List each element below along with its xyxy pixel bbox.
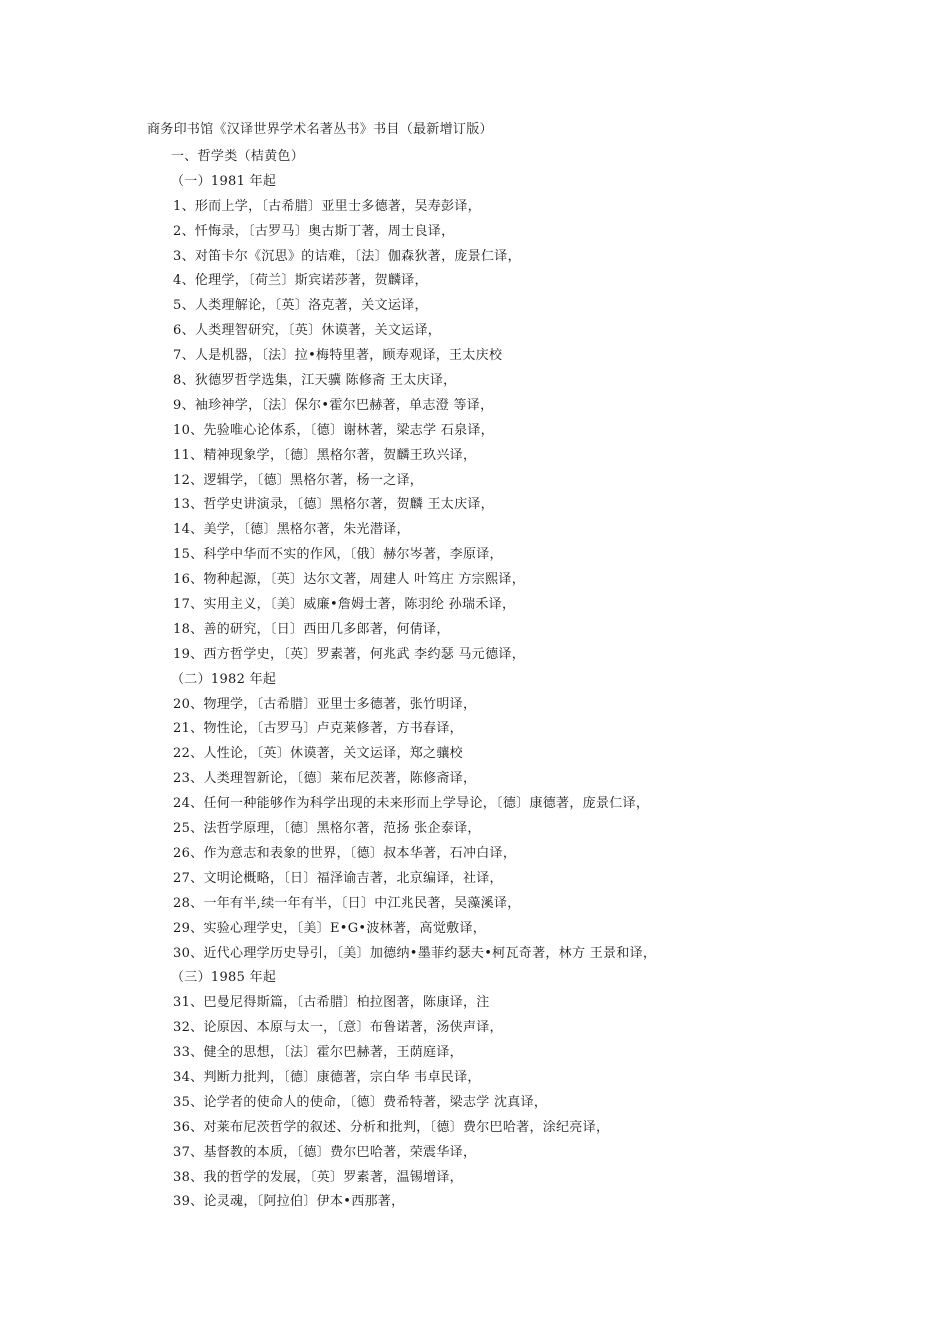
book-entry: 34、判断力批判，〔德〕康德著，宗白华 韦卓民译， xyxy=(173,1069,481,1085)
book-entry: 35、论学者的使命人的使命，〔德〕费希特著，梁志学 沈真译， xyxy=(173,1094,548,1110)
book-entry: 36、对莱布尼茨哲学的叙述、分析和批判，〔德〕费尔巴哈著，涂纪亮译， xyxy=(173,1119,610,1135)
document-title: 商务印书馆《汉译世界学术名著丛书》书目（最新增订版） xyxy=(147,122,493,137)
book-entry: 31、巴曼尼得斯篇，〔古希腊〕柏拉图著，陈康译，注 xyxy=(173,995,490,1011)
book-entry: 20、物理学，〔古希腊〕亚里士多德著，张竹明译， xyxy=(173,696,477,712)
book-entry: 13、哲学史讲演录，〔德〕黑格尔著，贺麟 王太庆译， xyxy=(173,497,494,513)
book-entry: 16、物种起源，〔英〕达尔文著，周建人 叶笃庄 方宗熙译， xyxy=(173,572,526,588)
book-entry: 12、逻辑学，〔德〕黑格尔著，杨一之译， xyxy=(173,472,424,488)
book-entry: 1、形而上学，〔古希腊〕亚里士多德著，吴寿彭译， xyxy=(173,198,481,214)
period-heading: （一）1981 年起 xyxy=(171,173,277,189)
book-entry: 33、健全的思想，〔法〕霍尔巴赫著，王荫庭译， xyxy=(173,1045,463,1061)
book-entry: 5、人类理解论，〔英〕洛克著，关文运译， xyxy=(173,298,428,314)
book-entry: 30、近代心理学历史导引，〔美〕加德纳•墨菲约瑟夫•柯瓦奇著，林方 王景和译， xyxy=(173,945,657,961)
book-entry: 23、人类理智新论，〔德〕莱布尼茨著，陈修斋译， xyxy=(173,771,477,787)
book-entry: 19、西方哲学史，〔英〕罗素著，何兆武 李约瑟 马元德译， xyxy=(173,646,526,662)
book-entry: 10、先验唯心论体系，〔德〕谢林著，梁志学 石泉译， xyxy=(173,422,494,438)
book-entry: 17、实用主义，〔美〕威廉•詹姆士著，陈羽纶 孙瑞禾译， xyxy=(173,597,516,613)
book-entry: 26、作为意志和表象的世界，〔德〕叔本华著，石冲白译， xyxy=(173,845,517,861)
book-entry: 27、文明论概略，〔日〕福泽谕吉著，北京编译，社译， xyxy=(173,870,503,886)
book-entry: 25、法哲学原理，〔德〕黑格尔著，范扬 张企泰译， xyxy=(173,821,481,837)
book-entry: 3、对笛卡尔《沉思》的诘难，〔法〕伽森狄著，庞景仁译， xyxy=(173,248,521,264)
book-entry: 8、狄德罗哲学选集，江天骥 陈修斋 王太庆译， xyxy=(173,373,457,389)
period-heading: （三）1985 年起 xyxy=(171,970,277,986)
book-entry: 22、人性论，〔英〕休谟著，关文运译，郑之骧校 xyxy=(173,746,463,762)
book-list xyxy=(0,145,950,1215)
book-entry: 4、伦理学，〔荷兰〕斯宾诺莎著，贺麟译， xyxy=(173,273,428,289)
book-entry: 6、人类理智研究，〔英〕休谟著，关文运译， xyxy=(173,323,442,339)
book-entry: 7、人是机器，〔法〕拉•梅特里著，顾寿观译，王太庆校 xyxy=(173,348,503,364)
book-entry: 9、袖珍神学，〔法〕保尔•霍尔巴赫著，单志澄 等译， xyxy=(173,397,494,413)
book-entry: 24、任何一种能够作为科学出现的未来形而上学导论，〔德〕康德著，庞景仁译， xyxy=(173,796,650,812)
book-entry: 39、论灵魂，〔阿拉伯〕伊本•西那著， xyxy=(173,1194,405,1210)
book-entry: 2、忏悔录，〔古罗马〕奥古斯丁著，周士良译， xyxy=(173,223,455,239)
book-entry: 38、我的哲学的发展，〔英〕罗素著，温锡增译， xyxy=(173,1169,463,1185)
book-entry: 11、精神现象学，〔德〕黑格尔著，贺麟王玖兴译， xyxy=(173,447,477,463)
book-entry: 14、美学，〔德〕黑格尔著，朱光潜译， xyxy=(173,522,410,538)
book-entry: 32、论原因、本原与太一，〔意〕布鲁诺著，汤侠声译， xyxy=(173,1020,503,1036)
book-entry: 28、一年有半,续一年有半，〔日〕中江兆民著，吴藻溪译， xyxy=(173,895,521,911)
book-entry: 21、物性论，〔古罗马〕卢克莱修著，方书春译， xyxy=(173,721,463,737)
book-entry: 15、科学中华而不实的作风，〔俄〕赫尔岑著，李原译， xyxy=(173,547,503,563)
book-entry: 37、基督教的本质，〔德〕费尔巴哈著，荣震华译， xyxy=(173,1144,477,1160)
category-heading: 一、哲学类（桔黄色） xyxy=(171,149,305,164)
book-entry: 29、实验心理学史，〔美〕E•G•波林著，高觉敷译， xyxy=(173,920,487,936)
period-heading: （二）1982 年起 xyxy=(171,671,277,687)
book-entry: 18、善的研究，〔日〕西田几多郎著，何倩译， xyxy=(173,621,450,637)
